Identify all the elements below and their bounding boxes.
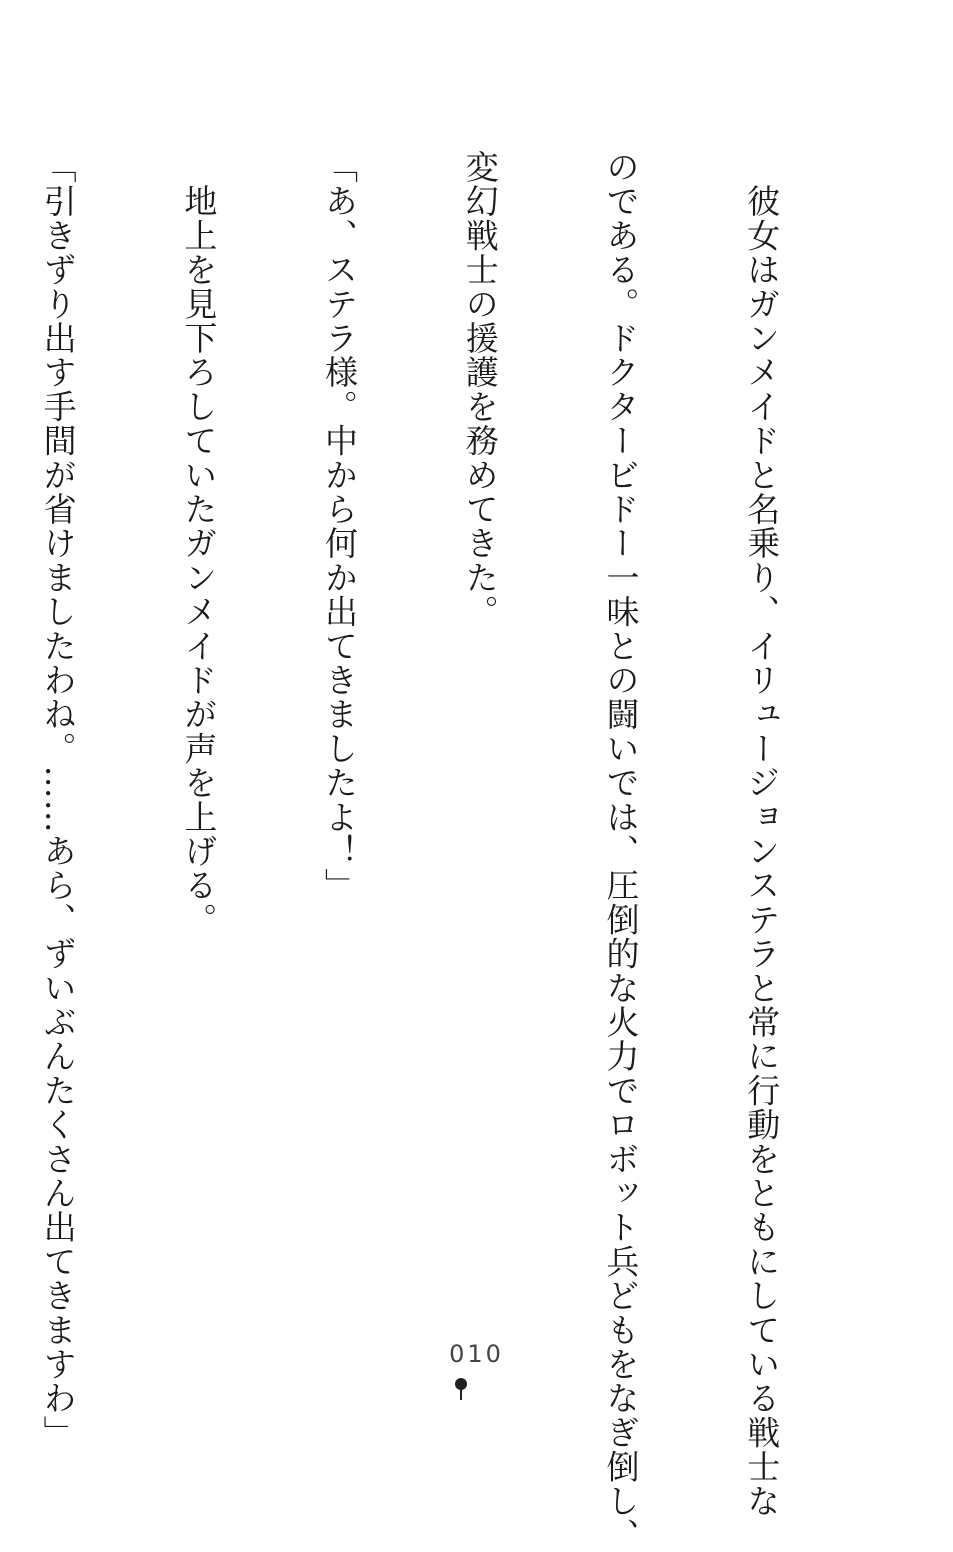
text-line: 地上を見下ろしていたガンメイドが声を上げる。 bbox=[179, 150, 219, 937]
text-line: 「あ、ステラ様。中から何か出てきましたよ！」 bbox=[320, 150, 360, 903]
page-number: 010 bbox=[449, 1340, 504, 1368]
text-line: 変幻戦士の援護を務めてきた。 bbox=[460, 150, 500, 629]
page-marker-line bbox=[460, 1388, 462, 1400]
text-line: のである。ドクタービドー一味との闘いでは、圧倒的な火力でロボット兵どもをなぎ倒し、 bbox=[601, 150, 641, 1552]
text-line: 「引きずり出す手間が省けましたわね。……あら、ずいぶんたくさん出てきますわ」 bbox=[38, 150, 78, 1450]
text-line: 彼女はガンメイドと名乗り、イリュージョンステラと常に行動をともにしている戦士な bbox=[742, 150, 782, 1518]
